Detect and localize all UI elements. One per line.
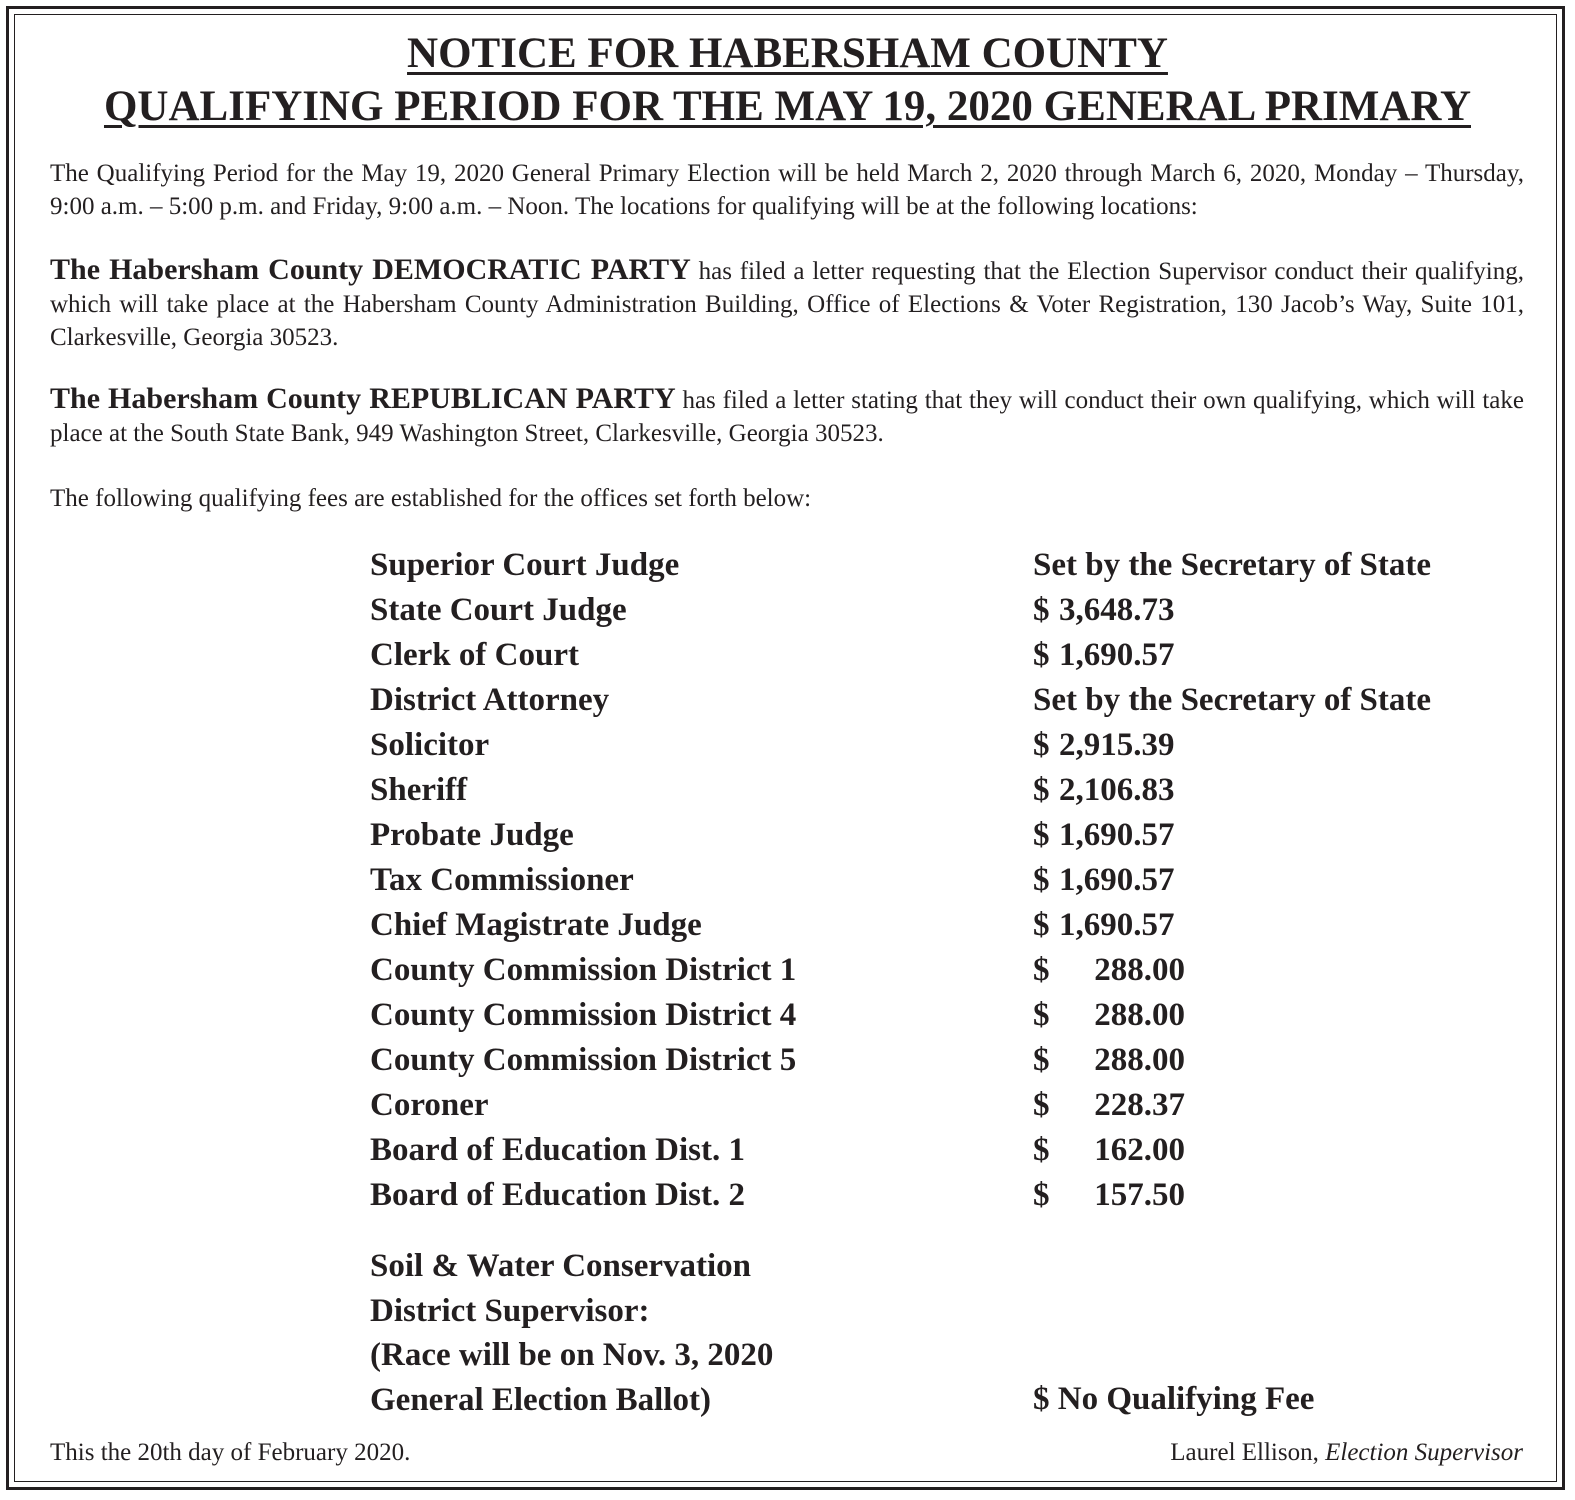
fees-table [370, 543, 1520, 1218]
fee-amount [1033, 588, 1175, 633]
fee-office: Clerk of Court [370, 637, 579, 673]
intro-paragraph: The Qualifying Period for the May 19, 2020 General Primary Election will be held March 2, 2020 through March 6, 2020, Monday – Thursday, 9:00 a.m. – 5:00 p.m. and Friday, 9:00 a.m. – Noon. The locations for qualifying will be at the following locations: [50, 160, 1524, 220]
fee-value: 1,690.57 [1059, 907, 1175, 943]
soil-line: (Race will be on Nov. 3, 2020 [370, 1337, 774, 1373]
supervisor-name: Laurel Ellison, [1170, 1439, 1319, 1466]
fee-value: 2,106.83 [1059, 772, 1175, 808]
fee-amount [1033, 1128, 1185, 1173]
fee-amount [1033, 858, 1175, 903]
fee-value: 1,690.57 [1059, 862, 1175, 898]
fee-amount [1033, 1173, 1185, 1218]
fee-row [370, 723, 1520, 768]
fee-office: County Commission District 5 [370, 1042, 797, 1078]
fee-value: 157.50 [1094, 1177, 1185, 1213]
fee-amount [1033, 678, 1431, 723]
fee-amount [1033, 1083, 1185, 1128]
republican-text: has filed a letter stating that they will conduct their own qualifying, which will take place at the South State Bank, 949 Washington Street, Clarkesville, Georgia 30523. [50, 387, 1524, 447]
fee-currency: $ [1033, 727, 1050, 763]
fee-row [370, 678, 1520, 723]
fee-value: 162.00 [1094, 1132, 1185, 1168]
fee-value: 228.37 [1094, 1087, 1185, 1123]
fee-amount [1033, 768, 1175, 813]
fee-amount [1033, 948, 1185, 993]
fee-currency: $ [1033, 862, 1050, 898]
fee-office: District Attorney [370, 682, 610, 718]
fee-office: Sheriff [370, 772, 468, 808]
fee-currency: $ [1033, 772, 1050, 808]
soil-water-office [370, 1244, 773, 1422]
fee-value: 1,690.57 [1059, 637, 1175, 673]
fee-row [370, 858, 1520, 903]
fee-office: Superior Court Judge [370, 547, 680, 583]
democratic-text: has filed a letter requesting that the Election Supervisor conduct their qualifying, which will take place at the Habersham County Administration Building, Office of Elections & Voter Registration, 130 Jacob’s Way, Suite 101, Clarkesville, Georgia 30523. [50, 258, 1524, 351]
notice-date: This the 20th day of February 2020. [50, 1439, 411, 1466]
republican-lead: The Habersham County REPUBLICAN PARTY [50, 382, 676, 415]
fees-intro: The following qualifying fees are established for the offices set forth below: [50, 485, 812, 512]
soil-line: District Supervisor: [370, 1292, 650, 1329]
fee-row [370, 1083, 1520, 1128]
fee-row [370, 588, 1520, 633]
fee-value: 288.00 [1094, 1042, 1185, 1078]
fee-currency: $ [1033, 1132, 1050, 1168]
soil-water-fee: $ No Qualifying Fee [1033, 1381, 1315, 1417]
notice-title-line1: NOTICE FOR HABERSHAM COUNTY [407, 30, 1168, 77]
fee-currency: $ [1033, 637, 1050, 673]
fee-value: 2,915.39 [1059, 727, 1175, 763]
fee-office: County Commission District 1 [370, 952, 797, 988]
fee-row [370, 993, 1520, 1038]
soil-line: General Election Ballot) [370, 1381, 711, 1418]
fee-row [370, 543, 1520, 588]
fee-office: Chief Magistrate Judge [370, 907, 702, 943]
fee-row [370, 813, 1520, 858]
signature [1170, 1438, 1523, 1468]
fee-amount [1033, 1038, 1185, 1083]
fee-row [370, 948, 1520, 993]
fee-row [370, 1173, 1520, 1218]
fee-office: Coroner [370, 1087, 489, 1123]
fee-currency: $ [1033, 952, 1050, 988]
fee-currency: $ [1033, 1177, 1050, 1213]
fee-office: Solicitor [370, 727, 490, 763]
democratic-paragraph [50, 253, 1524, 354]
supervisor-role: Election Supervisor [1325, 1439, 1523, 1466]
fee-row [370, 903, 1520, 948]
fee-office: County Commission District 4 [370, 997, 797, 1033]
fee-value: 1,690.57 [1059, 817, 1175, 853]
fee-value: 288.00 [1094, 952, 1185, 988]
fee-currency: $ [1033, 907, 1050, 943]
fee-amount [1033, 543, 1431, 588]
fee-office: Probate Judge [370, 817, 574, 853]
fee-amount [1033, 993, 1185, 1038]
fee-office: Board of Education Dist. 1 [370, 1132, 745, 1168]
fee-amount [1033, 903, 1175, 948]
fee-currency: $ [1033, 997, 1050, 1033]
fee-currency: $ [1033, 1042, 1050, 1078]
fee-value: 288.00 [1094, 997, 1185, 1033]
fee-amount [1033, 633, 1175, 678]
fee-amount [1033, 723, 1175, 768]
democratic-lead: The Habersham County DEMOCRATIC PARTY [50, 253, 691, 286]
notice-title-line2: QUALIFYING PERIOD FOR THE MAY 19, 2020 GENERAL PRIMARY [103, 83, 1471, 130]
fee-currency: $ [1033, 592, 1050, 628]
fee-currency: $ [1033, 1087, 1050, 1123]
fee-currency: $ [1033, 817, 1050, 853]
fee-value: Set by the Secretary of State [1033, 682, 1432, 718]
fee-value: 3,648.73 [1059, 592, 1175, 628]
fee-row [370, 633, 1520, 678]
fee-row [370, 768, 1520, 813]
soil-line: Soil & Water Conservation [370, 1248, 752, 1284]
fee-office: Board of Education Dist. 2 [370, 1177, 745, 1213]
fee-office: State Court Judge [370, 592, 627, 628]
fee-row [370, 1128, 1520, 1173]
fee-value: Set by the Secretary of State [1033, 547, 1432, 583]
fee-amount [1033, 813, 1175, 858]
fee-office: Tax Commissioner [370, 862, 634, 898]
fee-row [370, 1038, 1520, 1083]
republican-paragraph [50, 382, 1524, 450]
